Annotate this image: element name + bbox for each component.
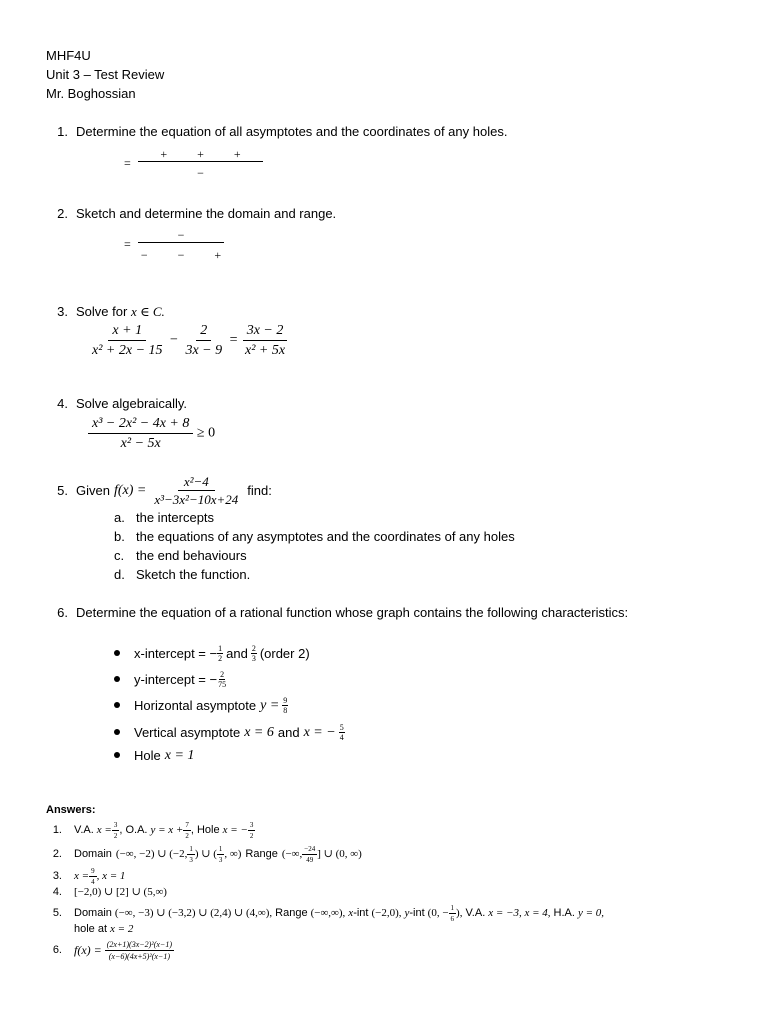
fraction [183, 821, 191, 840]
question-number: 2. [57, 206, 68, 221]
denominator: x² + 2x − 15 [92, 343, 163, 358]
bullet-text: (order 2) [259, 645, 310, 661]
bullet-text: and [277, 724, 300, 740]
q5-part-a [114, 510, 214, 526]
fraction [302, 845, 317, 864]
denominator: 3 [251, 654, 256, 663]
denominator: 2 [113, 832, 118, 840]
unit-title: Unit 3 – Test Review [46, 67, 165, 82]
fraction [181, 322, 226, 359]
answer-text: H.A. [553, 907, 575, 919]
denominator: 75 [218, 680, 227, 689]
fraction [112, 821, 120, 840]
course-code: MHF4U [46, 48, 91, 63]
bullet-text: and [226, 645, 248, 661]
numerator: x³ − 2x² − 4x + 8 [88, 415, 193, 434]
numerator: 2 [196, 322, 211, 341]
math-expression: y = 0, [577, 907, 605, 919]
question-1 [46, 124, 507, 140]
part-letter: d. [114, 567, 125, 582]
part-text: the end behaviours [136, 548, 247, 563]
fraction [449, 904, 457, 923]
bullet-text: Vertical asymptote [134, 724, 241, 740]
math-expression: x = 2 [110, 923, 134, 935]
answer-5-line-1 [46, 904, 604, 923]
bullet-icon [114, 729, 120, 735]
math-expression: (−∞, −3) ∪ (−3,2) ∪ (2,4) ∪ (4,∞), [114, 907, 273, 919]
part-letter: b. [114, 529, 125, 544]
math-expression: x = 6 [244, 724, 274, 740]
numerator: 1 [218, 845, 223, 853]
denominator: 2 [249, 832, 254, 840]
part-text: Sketch the function. [136, 567, 251, 582]
fraction [251, 644, 257, 663]
question-number: 1. [57, 124, 68, 139]
numerator: (2x+1)(3x−2)²(x−1) [106, 940, 172, 949]
part-text: the intercepts [136, 510, 215, 525]
math-expression: x = − [303, 724, 336, 740]
denominator: 49 [306, 856, 314, 864]
numerator: 9 [283, 696, 288, 705]
teacher-name: Mr. Boghossian [46, 86, 136, 101]
denominator: x² − 5x [120, 436, 161, 451]
math-expression: x = 1 [164, 748, 195, 763]
denominator: 2 [185, 832, 189, 840]
question-number: 5. [57, 482, 68, 498]
question-text: Solve for [76, 304, 128, 319]
bullet-text: x-intercept = − [134, 645, 218, 661]
math-expression: (−2,0), [371, 907, 402, 919]
math-expression: f(x) = [74, 943, 102, 957]
numerator: 5 [339, 723, 344, 732]
numerator-placeholder: + + + [138, 147, 263, 162]
fraction [217, 670, 227, 689]
denominator: x³−3x²−10x+24 [154, 492, 239, 507]
question-number: 6. [57, 605, 68, 620]
math-expression: , x = 1 [96, 870, 126, 882]
answer-4 [46, 886, 167, 899]
numerator: 3 [113, 821, 118, 829]
equals-sign: = [124, 237, 131, 251]
math-expression: (−∞, −2) ∪ (−2, [115, 848, 188, 860]
question-text: Determine the equation of all asymptotes and the coordinates of any holes. [76, 124, 508, 139]
math-expression: y [404, 907, 410, 919]
question-5 [46, 474, 272, 507]
denominator-placeholder: − − + [140, 248, 222, 262]
bullet-icon [114, 702, 120, 708]
numerator: 1 [189, 845, 193, 853]
math-expression: ) ∪ ( [194, 848, 217, 860]
math-expression: x = −3, x = 4, [488, 907, 551, 919]
math-expression: ] ∪ (0, ∞) [317, 848, 362, 860]
answer-text: V.A. [465, 907, 486, 919]
answer-text: Domain [74, 848, 112, 860]
answer-text: Range [275, 907, 308, 919]
answer-text: hole at [74, 923, 108, 935]
answer-number: 4. [52, 886, 62, 898]
denominator: 3x − 9 [185, 343, 223, 358]
math-expression: y = [260, 697, 280, 713]
relation: ≥ 0 [196, 425, 216, 441]
math-expression: x = − [222, 824, 248, 836]
answer-text: , O.A. [119, 824, 148, 836]
denominator: 4 [91, 878, 95, 886]
answer-5-line-2 [74, 923, 133, 936]
numerator: x + 1 [108, 322, 146, 341]
fraction [217, 644, 223, 663]
bullet-y-intercept [114, 670, 227, 689]
denominator: x² + 5x [245, 343, 286, 358]
math-expression: (−∞,∞), [310, 907, 346, 919]
question-text: Solve algebraically. [76, 396, 188, 411]
question-text: Sketch and determine the domain and range. [76, 206, 337, 221]
denominator: 4 [339, 733, 344, 742]
math-expression: y = x + [150, 824, 184, 836]
answer-number: 2. [52, 848, 62, 860]
answer-number: 1. [52, 824, 62, 836]
denominator: 6 [450, 915, 455, 923]
answer-text: , Hole [190, 824, 220, 836]
math-expression: , ∞) [224, 848, 242, 860]
bullet-icon [114, 752, 120, 758]
numerator: 3 [249, 821, 254, 829]
math-expression: (−∞, [281, 848, 303, 860]
bullet-hole [114, 748, 194, 764]
fraction [105, 940, 174, 961]
q4-inequality [88, 415, 215, 452]
minus-sign: − [170, 332, 178, 348]
fraction [187, 845, 195, 864]
bullet-icon [114, 676, 120, 682]
denominator-placeholder: − [197, 166, 204, 180]
question-number: 4. [57, 396, 68, 411]
answer-number: 5. [52, 907, 62, 919]
math-expression: x = [96, 824, 112, 836]
answer-6 [46, 940, 174, 961]
numerator: −24 [304, 845, 316, 853]
bullet-icon [114, 650, 120, 656]
answer-1 [46, 821, 255, 840]
bullet-text: Horizontal asymptote [134, 697, 257, 713]
fraction [88, 415, 193, 452]
answer-3 [46, 867, 125, 886]
fraction [89, 867, 97, 886]
math-expression: ), [456, 907, 463, 919]
question-4 [46, 396, 187, 412]
equals-sign: = [229, 332, 238, 348]
question-text-suffix: find: [247, 482, 272, 498]
answer-number: 3. [52, 870, 62, 882]
numerator-placeholder: − [138, 228, 224, 243]
fraction [248, 821, 256, 840]
q3-equation [88, 322, 289, 359]
fraction [282, 696, 288, 715]
part-letter: a. [114, 510, 125, 525]
function-name: f(x) = [113, 482, 147, 498]
math-expression: x [348, 907, 354, 919]
denominator: 8 [283, 706, 288, 715]
answer-2 [46, 845, 362, 864]
answer-text: -int [409, 907, 425, 919]
numerator: 7 [185, 821, 189, 829]
equals-sign: = [124, 156, 131, 170]
part-text: the equations of any asymptotes and the coordinates of any holes [136, 529, 515, 544]
bullet-vertical-asymptote [114, 723, 345, 742]
numerator: 2 [220, 670, 225, 679]
math-expression: (0, − [427, 907, 449, 919]
fraction [148, 474, 244, 507]
bullet-horizontal-asymptote [114, 696, 288, 715]
q5-part-d [114, 567, 250, 583]
numerator: 2 [251, 644, 256, 653]
question-6 [46, 605, 628, 621]
question-text: Given [76, 482, 110, 498]
fraction [217, 845, 225, 864]
bullet-text: Hole [134, 748, 161, 763]
answer-text: V.A. [74, 824, 94, 836]
fraction [339, 723, 345, 742]
numerator: 9 [91, 867, 95, 875]
denominator: 3 [189, 856, 193, 864]
question-text: Determine the equation of a rational function whose graph contains the following characteristics: [76, 605, 629, 620]
answer-text: Domain [74, 907, 112, 919]
denominator: (x−6)(4x+5)²(x−1) [108, 952, 170, 961]
question-number: 3. [57, 304, 68, 319]
fraction [241, 322, 289, 359]
q5-part-c [114, 548, 247, 564]
question-3 [46, 304, 165, 320]
question-2 [46, 206, 336, 222]
q5-part-b [114, 529, 515, 545]
answer-number: 6. [52, 944, 62, 956]
answer-text: Range [245, 848, 278, 860]
bullet-x-intercept [114, 644, 310, 663]
part-letter: c. [114, 548, 125, 563]
math-expression: x = [74, 870, 90, 882]
numerator: 1 [218, 644, 223, 653]
numerator: x²−4 [178, 474, 215, 491]
numerator: 1 [450, 904, 455, 912]
bullet-text: y-intercept = − [134, 671, 218, 687]
answer-text: -int [353, 907, 369, 919]
variable-domain: x ∈ C. [130, 304, 165, 319]
numerator: 3x − 2 [243, 322, 288, 341]
math-expression: [−2,0) ∪ [2] ∪ (5,∞) [74, 886, 167, 898]
fraction [88, 322, 167, 359]
denominator: 2 [218, 654, 223, 663]
answers-heading: Answers: [46, 804, 96, 816]
denominator: 3 [218, 856, 223, 864]
